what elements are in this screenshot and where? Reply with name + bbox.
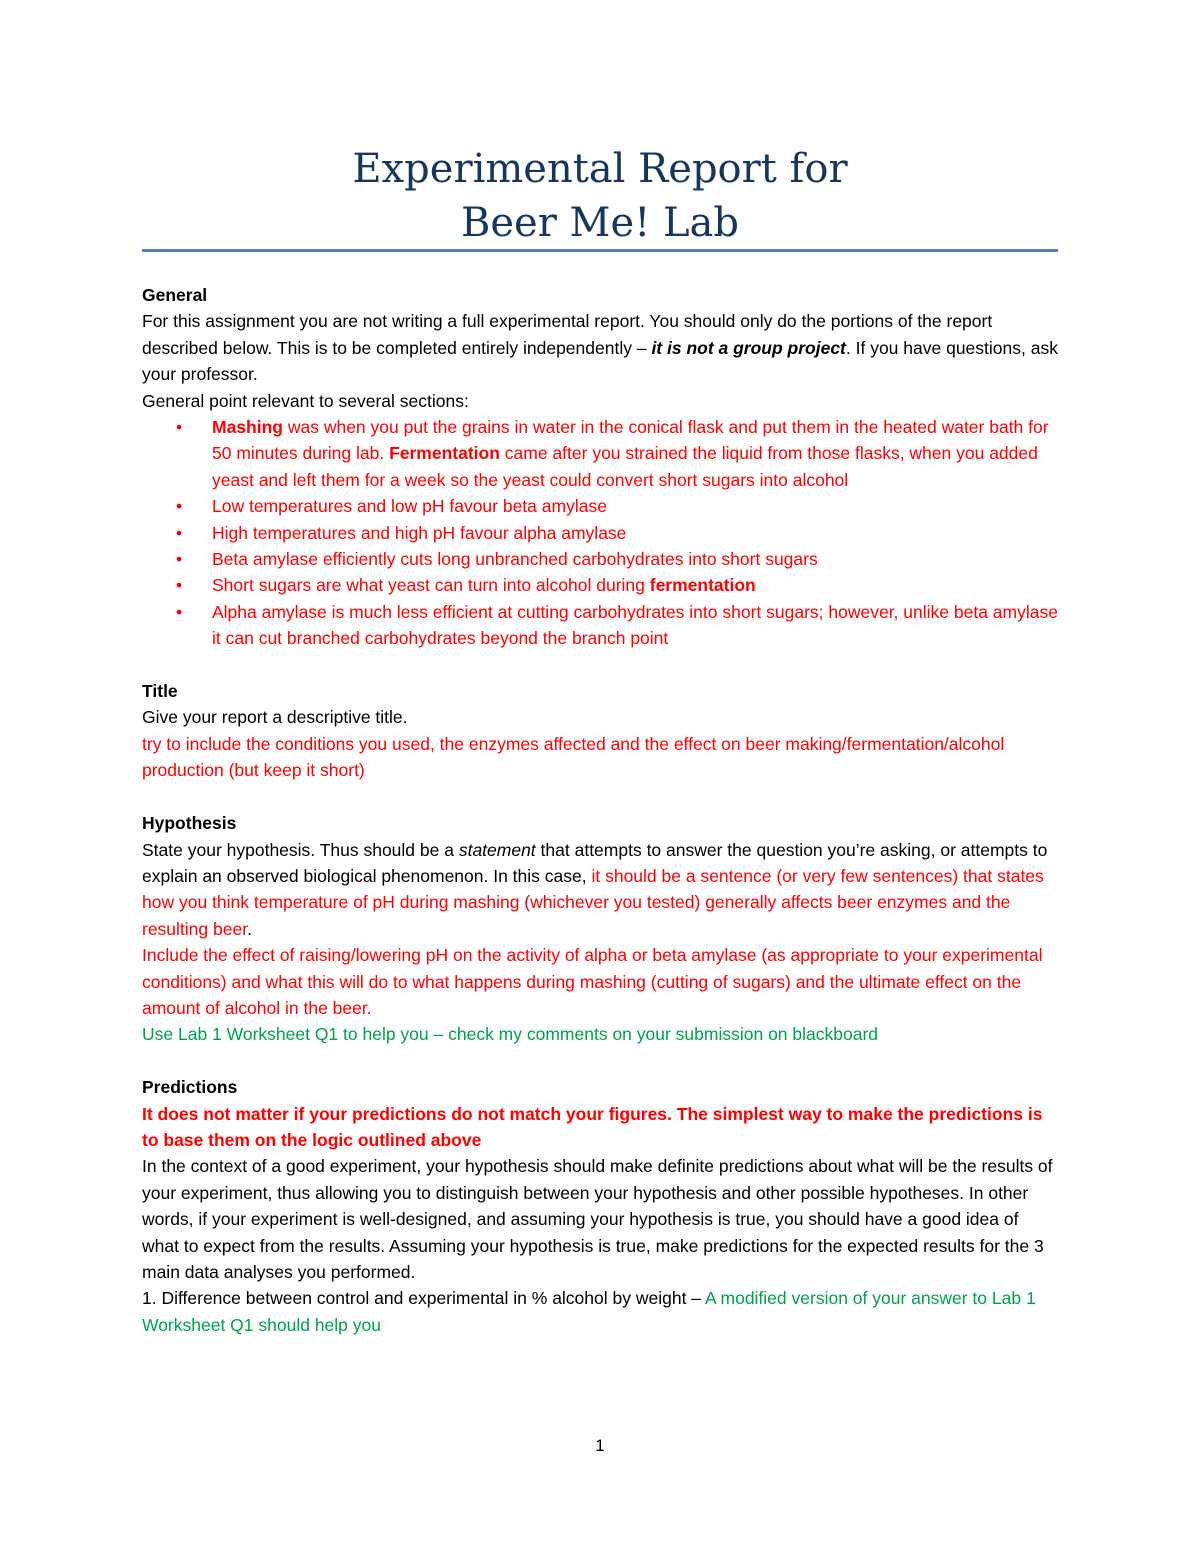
general-relevant: General point relevant to several sections: <box>142 390 469 411</box>
hypothesis-heading: Hypothesis <box>142 813 237 834</box>
bullet-icon: • <box>176 496 183 517</box>
predictions-section <box>142 1074 1058 1338</box>
title-line-2: Beer Me! Lab <box>460 200 739 246</box>
bullet-icon: • <box>176 601 183 622</box>
title-instruction: Give your report a descriptive title. <box>142 707 408 728</box>
predictions-warning: It does not matter if your predictions do not match your figures. The simplest way to make the predictions is to base them on the logic outlined above <box>142 1103 1043 1150</box>
title-section <box>142 678 1058 784</box>
hypothesis-instruction: State your hypothesis. Thus should be a statement that attempts to answer the question you’re asking, or attempts to explain an observed biological phenomenon. In this case, it should be a sentence (or very few sentences) that states how you think temperature of pH during mashing (whichever you tested) generally affects beer enzymes and the resulting beer. <box>142 839 1048 939</box>
title-underline <box>142 249 1058 252</box>
statement-emphasis: statement <box>458 839 536 860</box>
hypothesis-note: Include the effect of raising/lowering pH on the activity of alpha or beta amylase (as appropriate to your experimental conditions) and what this will do to what happens during mashing (cutting of sugars) and the ultimate effect on the amount of alcohol in the beer. <box>142 945 1043 1018</box>
general-section <box>142 282 1058 652</box>
general-bullet-list <box>142 414 1058 652</box>
hypothesis-section <box>142 810 1058 1048</box>
page-number: 1 <box>595 1436 605 1455</box>
bullet-mashing: • Mashing was when you put the grains in water in the conical flask and put them in the heated water bath for 50 minutes during lab. Fermentation came after you strained the liquid from those flasks, when you added yeast and left them for a week so the yeast could convert short sugars into alcohol <box>142 414 1058 493</box>
predictions-text: In the context of a good experiment, your hypothesis should make definite predictions about what will be the results of your experiment, thus allowing you to distinguish between your hypothesis and other possible hypotheses. In other words, if your experiment is well-designed, and assuming your hypothesis is true, you should have a good idea of what to expect from the results. Assuming your hypothesis is true, make predictions for the expected results for the 3 main data analyses you performed. <box>142 1156 1053 1282</box>
bullet-alpha-amylase: • Alpha amylase is much less efficient at cutting carbohydrates into short sugars; however, unlike beta amylase it can cut branched carbohydrates beyond the branch point <box>142 599 1058 652</box>
hypothesis-help: Use Lab 1 Worksheet Q1 to help you – check my comments on your submission on blackboard <box>142 1024 879 1045</box>
bullet-low-temp: • Low temperatures and low pH favour beta amylase <box>142 493 1058 519</box>
bullet-icon: • <box>176 575 183 596</box>
bullet-beta-amylase: • Beta amylase efficiently cuts long unbranched carbohydrates into short sugars <box>142 546 1058 572</box>
predictions-heading: Predictions <box>142 1077 238 1098</box>
group-project-emphasis: it is not a group project <box>651 337 846 358</box>
general-heading: General <box>142 285 208 305</box>
bullet-icon: • <box>176 549 183 570</box>
title-heading: Title <box>142 681 178 702</box>
title-note: try to include the conditions you used, the enzymes affected and the effect on beer making/fermentation/alcohol production (but keep it short) <box>142 733 1005 781</box>
bullet-high-temp: • High temperatures and high pH favour alpha amylase <box>142 520 1058 546</box>
document-body <box>142 282 1058 1338</box>
title-line-1: Experimental Report for <box>352 146 848 192</box>
general-intro: For this assignment you are not writing a full experimental report. You should only do the portions of the report described below. This is to be completed entirely independently – it is not a group project. If you have questions, ask your professor. <box>142 311 1058 385</box>
bullet-short-sugars: • Short sugars are what yeast can turn into alcohol during fermentation <box>142 572 1058 598</box>
page-title <box>0 142 1200 250</box>
prediction-item-1: 1. Difference between control and experimental in % alcohol by weight – A modified version of your answer to Lab 1 Worksheet Q1 should help you <box>142 1288 1036 1335</box>
bullet-icon: • <box>176 522 183 543</box>
bullet-icon: • <box>176 417 183 438</box>
